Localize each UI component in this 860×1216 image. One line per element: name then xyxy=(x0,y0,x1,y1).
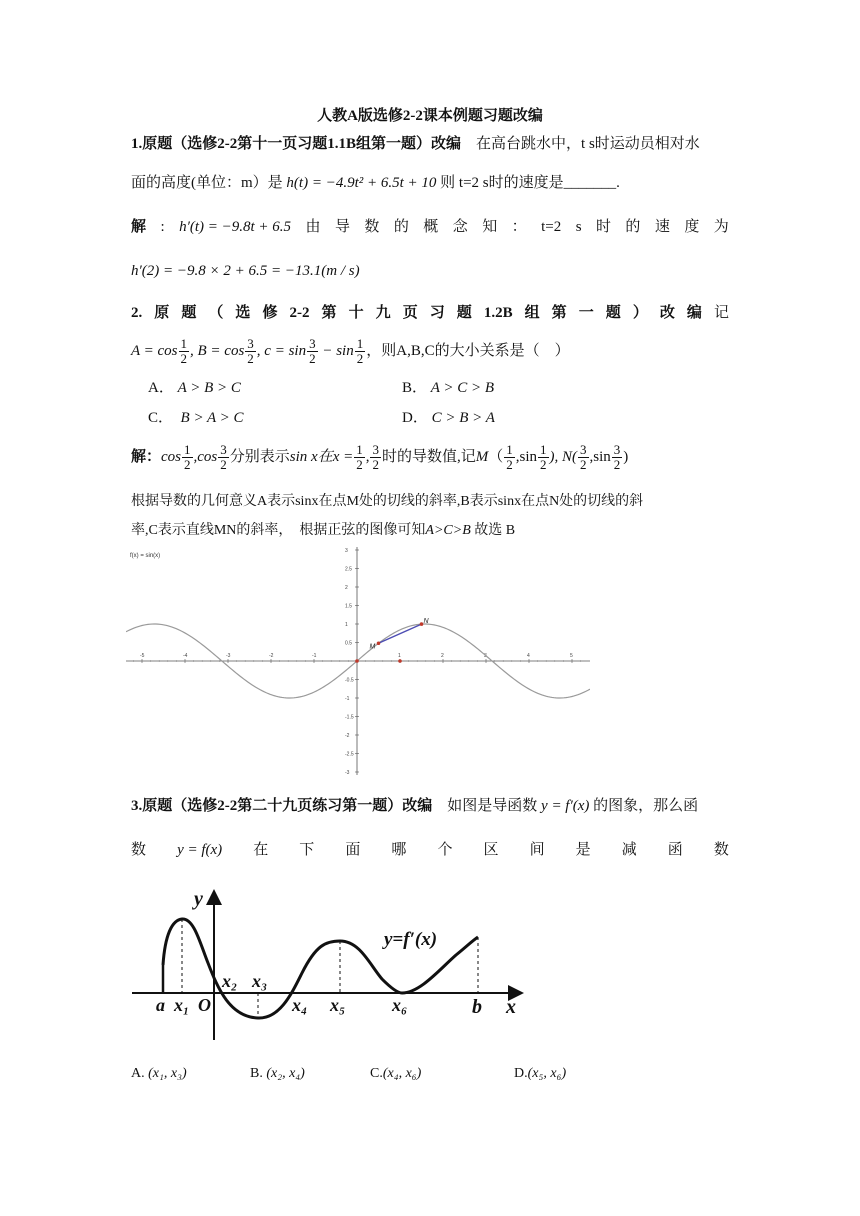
sol-char: 数 xyxy=(364,219,380,235)
sol-char: 由 xyxy=(305,219,321,235)
p3-line2: 数 y = f(x) 在 下 面 哪 个 区 间 是 减 函 数 xyxy=(131,842,729,858)
label-char: 组 xyxy=(524,305,540,321)
sol-char: 念 xyxy=(452,219,468,235)
sol-char: 为 xyxy=(713,219,729,235)
sol-char: : xyxy=(160,219,165,235)
x-tick-label: 1 xyxy=(398,653,401,659)
p2-solution-line2: 根据导数的几何意义A表示sinx在点M处的切线的斜率,B表示sinx在点N处的切线的斜 xyxy=(131,494,644,509)
label-char: 2-2 xyxy=(289,305,310,321)
p1-formula: h(t) = −4.9t² + 6.5t + 10 xyxy=(286,175,437,191)
label-x1: x₁ xyxy=(174,995,190,1015)
y-tick-label: -0.5 xyxy=(345,677,354,684)
p3-line1: 3.原题（选修2-2第二十九页练习第一题）改编 如图是导函数 y = f′(x) 的图象，那么函 xyxy=(131,798,699,814)
def-a: A = cos xyxy=(131,343,178,359)
label-char: 编 xyxy=(686,305,702,321)
y-tick-label: 3 xyxy=(345,548,348,554)
label-x4: x₄ xyxy=(292,995,308,1015)
x-tick-label: 4 xyxy=(527,653,530,659)
label-m: M xyxy=(369,643,376,651)
label-b: b xyxy=(472,996,482,1018)
p2-solution-line3: 率,C表示直线MN的斜率， 根据正弦的图像可知A>C>B 故选 B xyxy=(131,523,516,538)
label-char: 原 xyxy=(154,305,170,321)
y-tick-label: 2.5 xyxy=(345,566,352,573)
label-n: N xyxy=(423,618,429,626)
def-tail: ，则A,B,C的大小关系是（ ） xyxy=(366,343,570,359)
sine-graph xyxy=(126,545,590,777)
y-tick-label: -1.5 xyxy=(345,714,354,721)
p1-solution-line1 xyxy=(131,216,729,238)
label-char: 题 xyxy=(181,305,197,321)
y-tick-label: -2.5 xyxy=(345,751,354,758)
p3-option-d[interactable]: D.(x₅, x₆) xyxy=(514,1066,567,1081)
y-tick-label: 1 xyxy=(345,622,348,628)
label-char: 2. xyxy=(131,305,143,321)
p2-solution-label: 解： xyxy=(131,449,162,465)
x-tick-label: 3 xyxy=(484,653,487,659)
p3-label: 3.原题（选修2-2第二十九页练习第一题）改编 xyxy=(131,798,433,814)
label-char: 1.2B xyxy=(483,305,513,321)
p3-option-c[interactable]: C.(x₄, x₆) xyxy=(370,1066,422,1081)
p3-option-b[interactable]: B. (x₂, x₄) xyxy=(250,1066,305,1081)
sol-char: 的 xyxy=(393,219,409,235)
fraction: $\frac{1}{2}$ xyxy=(180,336,188,367)
sol-char: t=2 xyxy=(541,219,562,235)
label-char: 十 xyxy=(348,305,364,321)
p1-line2 xyxy=(131,172,620,194)
label-char: ） xyxy=(632,305,648,321)
p1-label: 1.原题（选修2-2第十一页习题1.1B组第一题）改编 xyxy=(131,136,462,152)
sol-char: 的 xyxy=(625,219,641,235)
x-tick-label: 5 xyxy=(570,653,573,659)
def-minus: − sin xyxy=(318,343,354,359)
x-tick-label: -5 xyxy=(140,653,145,659)
y-tick-label: -2 xyxy=(345,733,350,739)
y-tick-label: 0.5 xyxy=(345,640,352,647)
label-x2: x₂ xyxy=(222,971,238,991)
label-char: 改 xyxy=(659,305,675,321)
fraction: $\frac{1}{2}$ xyxy=(356,336,364,367)
sol-char: ： xyxy=(511,219,527,235)
label-char: 第 xyxy=(551,305,567,321)
y-tick-label: -1 xyxy=(345,696,350,702)
p2-option-d[interactable]: D． C > B > A xyxy=(402,410,495,426)
label-char: 页 xyxy=(402,305,418,321)
label-char: 题 xyxy=(456,305,472,321)
x-tick-label: -3 xyxy=(226,653,231,659)
sol-char: 时 xyxy=(595,219,611,235)
x-label: x xyxy=(506,996,516,1018)
label-char: 选 xyxy=(235,305,251,321)
p2-option-b[interactable]: B． A > C > B xyxy=(402,380,495,396)
origin-point xyxy=(355,659,359,663)
sol-char: 知 xyxy=(482,219,498,235)
p1-solution-line2: h′(2) = −9.8 × 2 + 6.5 = −13.1(m / s) xyxy=(131,263,360,279)
sol-formula: h′(t) = −9.8t + 6.5 xyxy=(179,219,292,235)
fraction: $\frac{3}{2}$ xyxy=(247,336,254,367)
label-char: 一 xyxy=(578,305,594,321)
x-tick-label: 2 xyxy=(441,653,444,659)
y-tick-label: 1.5 xyxy=(345,603,352,610)
label-x6: x₆ xyxy=(392,995,408,1015)
point-m xyxy=(377,641,381,645)
fraction: $\frac{3}{2}$ xyxy=(309,336,316,367)
label-char: 第 xyxy=(321,305,337,321)
document-title: 人教A版选修2-2课本例题习题改编 xyxy=(317,108,543,124)
p1-text1: 在高台跳水中，t s时运动员相对水 xyxy=(476,136,700,152)
p2-definition-line xyxy=(131,334,570,368)
sol-char: 导 xyxy=(334,219,350,235)
x-tick-label: -4 xyxy=(183,653,188,659)
p2-solution-line1: 解：cos $\frac{1}{2}$ ,cos $\frac{3}{2}$ 分别表示sin x在x = $\frac{1}{2}$ , $\frac{3}{2}$ 时的导数值,记M（ $\frac{1}{2}$ ,sin $\frac{1}{2}$ ), N( $\frac{3}{2}$ ,sin $\frac{3}{2}$ ) xyxy=(131,442,629,473)
label-char: 题 xyxy=(605,305,621,321)
label-a: a xyxy=(156,995,165,1015)
label-x3: x₃ xyxy=(252,971,268,991)
segment-mn xyxy=(379,624,422,643)
p1-text2a: 面的高度(单位：m）是 xyxy=(131,175,283,191)
sol-char: 度 xyxy=(684,219,700,235)
sol-char: 速 xyxy=(654,219,670,235)
p1-line1 xyxy=(131,133,700,155)
p2-option-a[interactable]: A． A > B > C xyxy=(148,380,241,396)
p1-text2b: 则 t=2 s时的速度是_______. xyxy=(440,175,620,191)
sol-char: 概 xyxy=(423,219,439,235)
derivative-graph xyxy=(130,885,530,1045)
p2-option-c[interactable]: C． B > A > C xyxy=(148,410,244,426)
curve-label: y=f′(x) xyxy=(384,929,438,950)
x-tick-label: -1 xyxy=(312,653,317,659)
label-char: 九 xyxy=(375,305,391,321)
def-c: , c = sin xyxy=(256,343,307,359)
label-char: （ xyxy=(208,305,224,321)
y-label: y xyxy=(194,888,203,910)
graph-legend: f(x) = sin(x) xyxy=(130,553,161,559)
label-char: 修 xyxy=(262,305,278,321)
x-tick-label: -2 xyxy=(269,653,274,659)
p1-solution-label: 解 xyxy=(131,219,147,235)
label-x5: x₅ xyxy=(330,995,346,1015)
label-char: 习 xyxy=(429,305,445,321)
label-char: 记 xyxy=(713,305,729,321)
y-tick-label: 2 xyxy=(345,585,348,591)
label-o: O xyxy=(198,995,211,1015)
p3-option-a[interactable]: A. (x₁, x₃) xyxy=(131,1066,187,1081)
sol-char: s xyxy=(575,219,582,235)
def-b: , B = cos xyxy=(190,343,245,359)
p2-label-line xyxy=(131,302,729,324)
point-one xyxy=(398,659,402,663)
y-tick-label: -3 xyxy=(345,770,350,776)
